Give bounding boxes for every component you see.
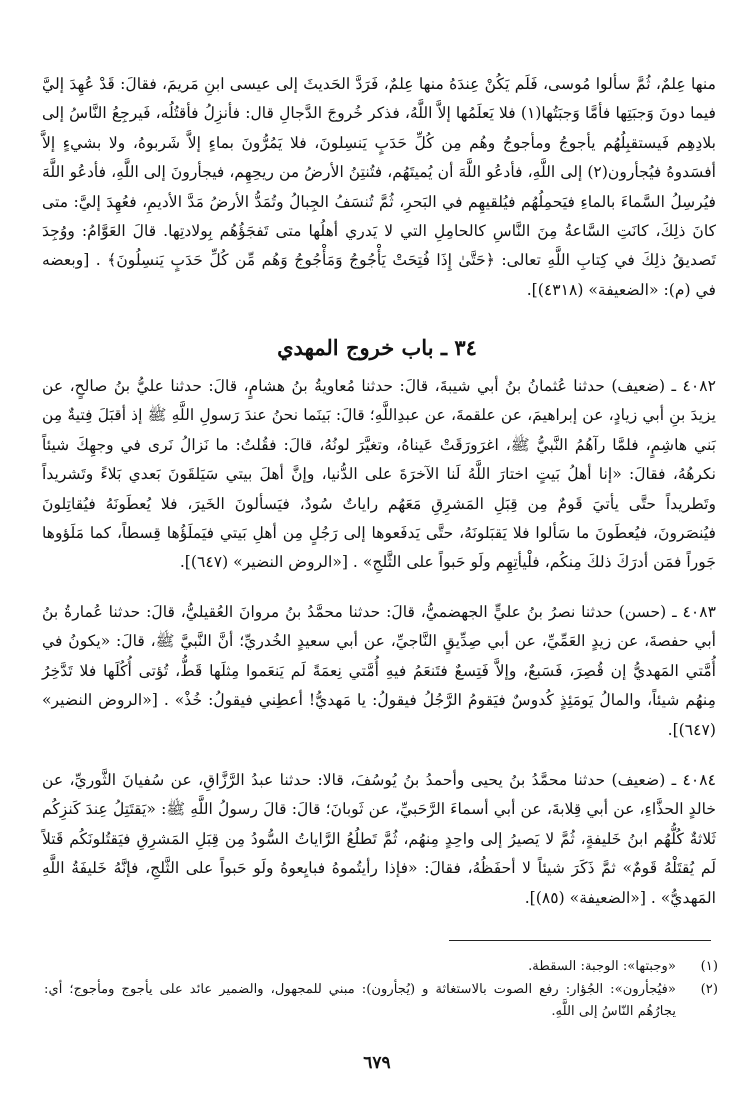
footnote-number: (١) [700,959,718,974]
footnote-text: «وجبتها»: الوجبة: السقطة. [528,959,676,974]
chapter-heading: ٣٤ ـ باب خروج المهدي [277,335,477,360]
intro-paragraph: منها عِلمٌ، ثُمَّ سألوا مُوسى، فَلَم يَكُنْ عِندَهُ منها عِلمٌ، فَرَدَّ الحَديثَ إلى عيسى ابنِ مَريمَ، فقالَ: قَدْ عُهِدَ إليَّ فيما دونَ وَجبَتِها فأمَّا وَجبَتُها(١) فلا يَعلَمُها إلاَّ اللَّهُ، فذكر خُروجَ الدَّجالِ قال: فأنزِلُ فأقتُلُه، فَيرجِعُ النَّاسُ إلى بلادِهِم فَيستقبِلُهُم يأجوجُ ومأجوجُ وهُم مِن كُلِّ حَدَبٍ يَنسِلونَ، فلا يَمُرُّونَ بماءٍ إلاَّ شَربوهُ، ولا بشيءٍ إلاَّ أفسَدوهُ فيُجأرون(٢) إلى اللَّهِ، فأدعُو اللَّهَ أن يُميتَهُم، فتُنتِنُ الأرضُ من ريحِهِم، فيجأرونَ إلى اللَّهِ، فأدعُو اللَّهَ فيُرسِلُ السَّماءَ بالماءِ فيَحمِلُهُم فيُلقيهِم في البَحرِ، ثُمَّ تُنسَفُ الجِبالُ وتُمَدُّ الأرضُ مَدَّ الأديمِ، فعُهِدَ إليَّ: متى كانَ ذلِكَ، كانَتِ السَّاعةُ مِنَ النَّاسِ كالحامِلِ التي لا يَدري أهلُها متى تَفجَؤُهُم بِولادتِها. قالَ العَوَّامُ: ووُجِدَ تَصديقُ ذلِكَ في كِتابِ اللَّهِ تعالى: ﴿حَتَّىٰ إِذَا فُتِحَتْ يَأْجُوجُ وَمَأْجُوجُ وَهُم مِّن كُلِّ حَدَبٍ يَنسِلُونَ﴾ . [وبعضه في (م): «الضعيفة» (٤٣١٨)]. [42,75,717,299]
footnote-1 [44,956,718,979]
footnote-text: «فيُجأرون»: الجُؤار: رفع الصوت بالاستغاثة و (يُجأرون): مبني للمجهول، والضمير عائد على يأجوج ومأجوج؛ أي: يجارُهُم النّاسُ إلى اللَّهِ. [44,981,676,1019]
hadith-4082: ٤٠٨٢ ـ (ضعيف) حدثنا عُثمانُ بنُ أبي شيبةَ، قالَ: حدثنا مُعاويةُ بنُ هشامٍ، قالَ: حدثنا عليُّ بنُ صالحٍ، عن يزيدَ بنِ أبي زيادٍ، عن إبراهيمَ، عن علقمةَ، عن عبدِاللَّهِ؛ قالَ: بَينَما نحنُ عندَ رَسولِ اللَّهِ ﷺ إذ أقبَلَ فِتيةٌ مِن بَني هاشِمٍ، فلمَّا رآهُمُ النَّبيُّ ﷺ، اغرَورَقَتْ عَيناهُ، وتغيَّرَ لونُهُ، قالَ: فقُلتُ: ما نَزالُ نَرى في وجهِكَ شيئاً نكرهُهُ، فقالَ: «إنا أهلُ بَيتٍ اختارَ اللَّهُ لَنا الآخرَةَ على الدُّنيا، وإنَّ أهلَ بيتي سَيَلقَونَ بَعدي بَلاءً وتَشريداً وتَطريداً حتَّى يأتيَ قَومٌ مِن قِبَلِ المَشرِقِ مَعَهُم راياتٌ سُودٌ، فيَسألونَ الخَيرَ، فلا يُعطَونَهُ فيُقاتِلونَ فيُنصَرونَ، فيُعطَونَ ما سَألوا فلا يَقبَلونَهُ، حتَّى يَدفَعوها إلى رَجُلٍ مِن أهلِ بَيتي فيَملَؤُها قِسطاً، كما مَلَؤوها جَوراً فمَن أدرَكَ ذلكَ مِنكُم، فلْيأتِهِم ولَو حَبواً على الثَّلجِ» . [«الروض النضير» (٦٤٧)]. [42,377,716,572]
footnote-number: (٢) [700,981,718,997]
hadith-4083: ٤٠٨٣ ـ (حسن) حدثنا نصرُ بنُ عليٍّ الجهضميُّ، قالَ: حدثنا محمَّدُ بنُ مروانَ العُقيليُّ، قالَ: حدثنا عُمارةُ بنُ أبي حفصةَ، عن زيدٍ العَمِّيِّ، عن أبي صِدِّيقٍ النَّاجيِّ، عن أبي سعيدٍ الخُدريِّ؛ أنَّ النَّبيَّ ﷺ، قالَ: «يكونُ في أُمَّتي المَهديُّ إن قُصِرَ، فَسَبعٌ، وإلاَّ فَتِسعٌ فتَنعَمُ فيهِ أُمَّتي نِعمَةً لَم يَنعَموا مِثلَها قَطُّ، تُؤتى أُكُلَها فلا تَدَّخِرُ مِنهُم شيئاً، والمالُ يَومَئِذٍ كُدوسٌ فيَقومُ الرَّجُلُ فيقولُ: يا مَهديُّ! أعطِني فيقولُ: خُذْ» . [«الروض النضير» (٦٤٧)]. [42,603,716,739]
hadith-4084: ٤٠٨٤ ـ (ضعيف) حدثنا محمَّدُ بنُ يحيى وأحمدُ بنُ يُوسُفَ، قالا: حدثنا عبدُ الرَّزَّاقِ، عن سُفيانَ الثَّوريِّ، عن خالدٍ الحذَّاءِ، عن أبي قِلابةَ، عن أبي أسماءَ الرَّحَبيِّ، عن ثَوبانَ؛ قالَ: قالَ رسولُ اللَّهِ ﷺ: «يَقتَتِلُ عِندَ كَنزِكُم ثَلاثةٌ كُلُّهُم ابنُ خَليفةٍ، ثُمَّ لا يَصيرُ إلى واحِدٍ مِنهُم، ثُمَّ تَطلُعُ الرَّاياتُ السُّودُ مِن قِبَلِ المَشرِقِ فيَقتُلونَكُم قَتلاً لَم يُقتَلْهُ قَومٌ» ثمَّ ذَكَرَ شيئاً لا أحفَظُهُ، فقالَ: «فإذا رأيتُموهُ فبايِعوهُ ولَو حَبواً على الثَّلجِ، فإنَّهُ خَليفَةُ اللَّهِ المَهديُّ» . [«الضعيفة» (٨٥)]. [42,771,716,907]
page-number: ٦٧٩ [363,1053,391,1073]
footnotes [44,956,718,1024]
footnote-2 [44,979,718,1024]
footnote-separator [449,940,711,941]
